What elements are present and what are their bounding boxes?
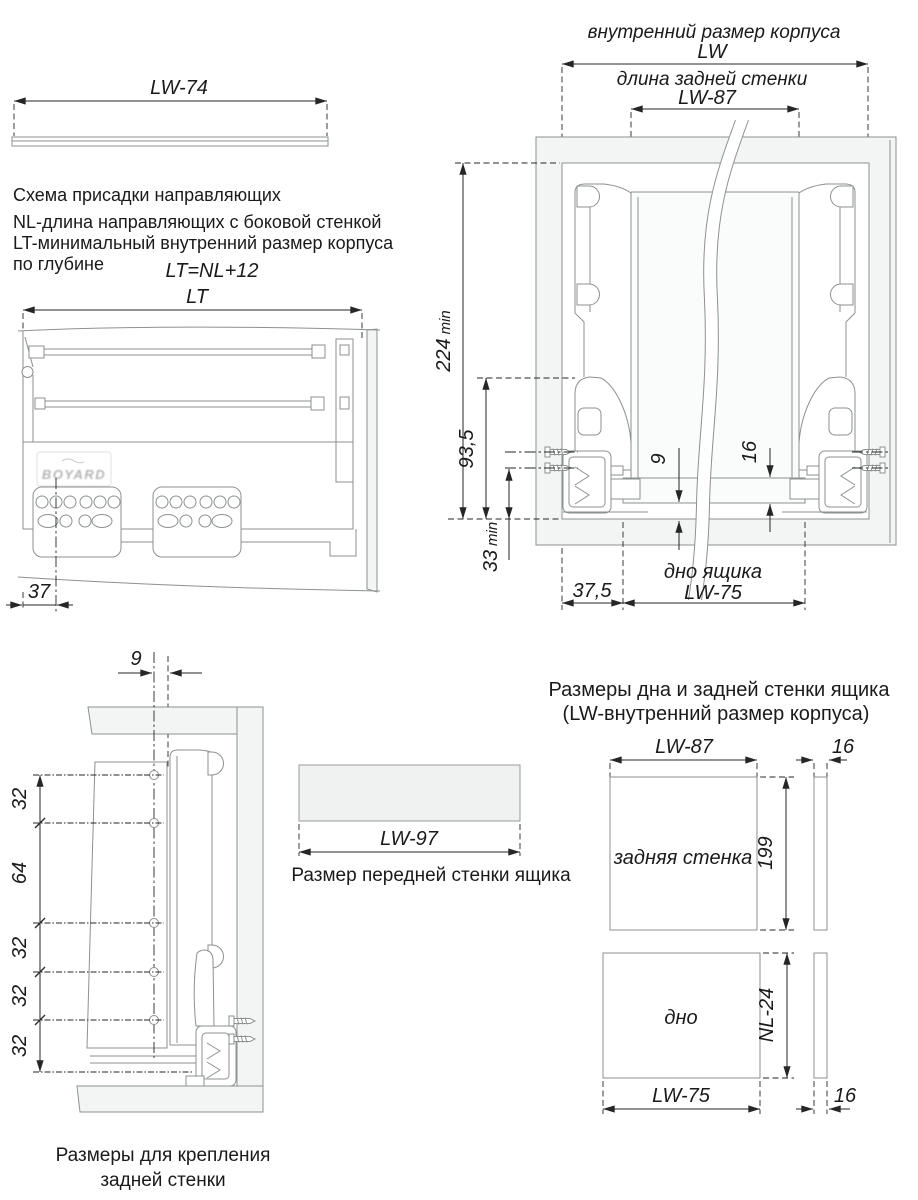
dim-label-lw: LW [697,41,727,63]
dim-label-9-offset: 9 [130,648,142,670]
cabinet-width-label: внутренний размер корпуса [587,22,841,43]
note-line: LT-минимальный внутренний размер корпуса [13,233,394,253]
dim-label-lw97: LW-97 [380,828,438,850]
back-wall-edge-strip [814,777,827,930]
back-wall-part [610,736,855,930]
rear-view [433,22,896,610]
slide-scheme-view [6,286,380,612]
note-title: Схема присадки направляющих [13,185,281,205]
dim-label-375: 37,5 [572,580,612,602]
dim-label-935: 93,5 [456,429,478,469]
parts-subtitle: (LW-внутренний размер корпуса) [562,703,870,725]
drawer-back-profile [170,750,224,1045]
dim-label-64: 64 [9,861,31,885]
dim-label-32: 32 [9,1034,31,1058]
cabinet-side-wall [237,707,263,1112]
dim-label-lw75: LW-75 [652,1085,710,1107]
formula-label: LT=NL+12 [165,260,259,282]
dim-label-lw75: LW-75 [684,582,742,604]
parts-view [548,679,890,1114]
bottom-part [603,953,857,1114]
dim-label-199: 199 [755,836,777,870]
dim-label-16: 16 [831,736,855,758]
dim-label-lw87: LW-87 [678,87,736,109]
dim-label-16: 16 [833,1085,857,1107]
back-fixing-view [9,648,270,1191]
back-wall-label: задняя стенка [613,847,753,869]
bottom-edge-strip [814,953,827,1078]
bottom-label: дно [664,1007,698,1029]
mounting-plate [33,487,121,557]
front-panel-view [291,765,571,886]
dim-label-32: 32 [9,984,31,1008]
view-caption: задней стенки [100,1170,226,1191]
drawer-bottom-label: дно ящика [663,561,763,583]
parts-title: Размеры дна и задней стенки ящика [548,679,890,701]
drawer-bottom-panel [623,478,805,503]
dim-label-lw87: LW-87 [655,736,713,758]
dim-label-lt: LT [186,286,208,308]
notes-block [13,185,394,282]
dim-label-32: 32 [9,936,31,960]
dim-label-224min: 224min [433,310,455,372]
mounting-plate [153,487,241,557]
dim-label-32: 32 [9,787,31,811]
view-caption: Размер передней стенки ящика [291,865,571,886]
svg-text:BOYARD: BOYARD [41,467,107,482]
cabinet-back-wall [367,329,377,592]
brand-logo [37,452,111,486]
note-line: NL-длина направляющих с боковой стенкой [13,212,382,232]
back-wall-length-label: длина задней стенки [616,69,808,90]
dim-label-37: 37 [27,581,51,603]
front-strip-view [12,77,328,146]
view-caption: Размеры для крепления [55,1145,271,1166]
front-panel [299,765,520,821]
dim-label-nl24: NL-24 [756,987,778,1043]
back-wall-panel [87,762,167,1048]
dim-label-33min: 33min [480,521,502,573]
cabinet-bottom-section [77,1086,263,1112]
note-line: по глубине [13,254,104,274]
dim-label-16: 16 [739,440,761,464]
dim-label-9: 9 [648,453,670,465]
slide-cross-section [90,1016,255,1086]
hole-spacing-dimensions [9,775,192,1072]
dim-label-lw74: LW-74 [150,77,208,99]
